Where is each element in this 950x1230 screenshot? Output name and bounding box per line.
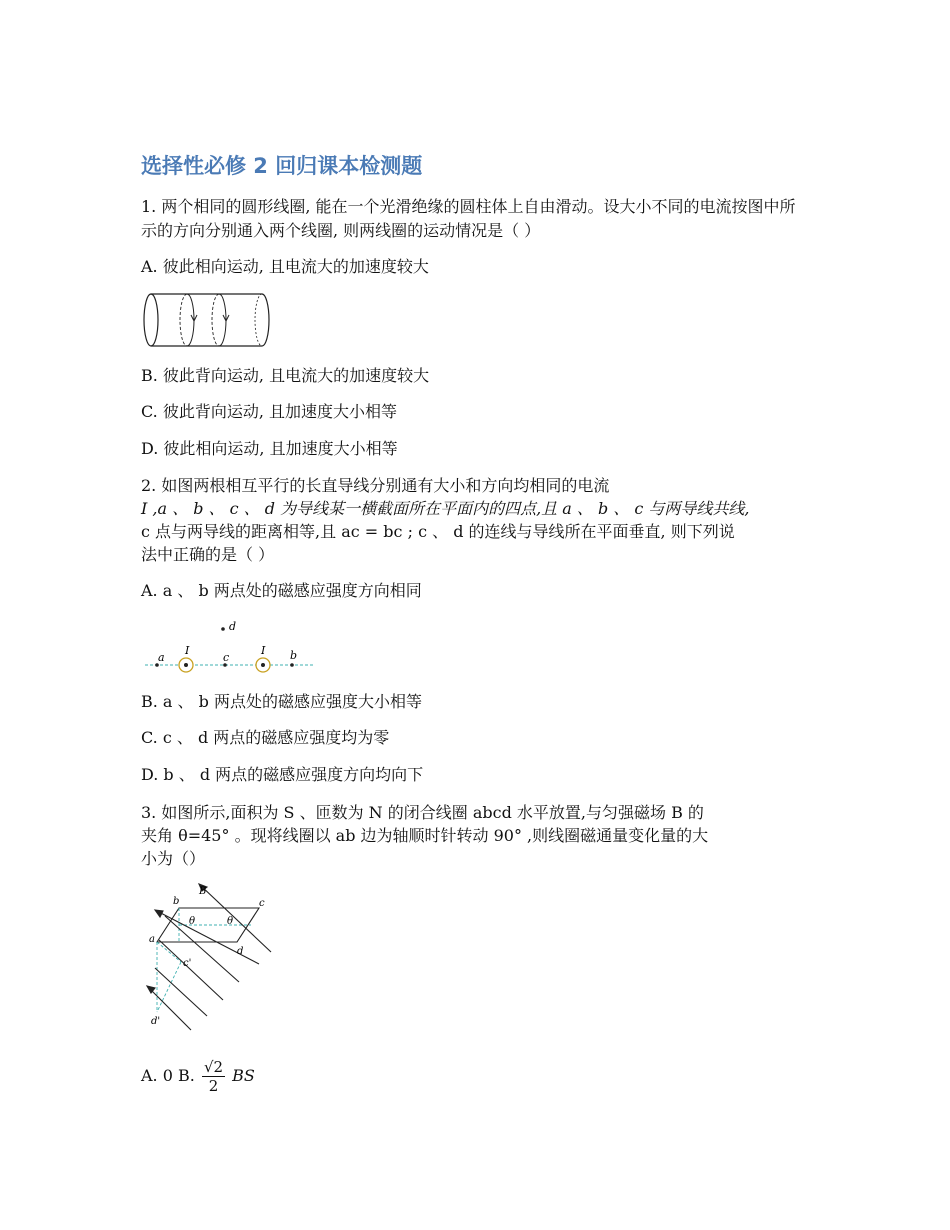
- q3-stem-line-2: 夹角 θ=45° 。现将线圈以 ab 边为轴顺时针转动 90° ,则线圈磁通量变化量的大: [141, 826, 709, 845]
- q3-option-b-denominator: 2: [208, 1077, 219, 1095]
- q3-label-theta-1: θ: [189, 916, 196, 927]
- q3-option-b-numerator: √2: [203, 1058, 224, 1076]
- q3-options-row: [141, 1056, 255, 1096]
- q2-label-I1: I: [185, 644, 190, 657]
- q3-option-b-tail: BS: [232, 1066, 255, 1085]
- q2-stem-line-4: 法中正确的是（ ）: [141, 545, 275, 564]
- q3-label-d: d: [237, 946, 244, 957]
- q2-label-a: a: [158, 651, 165, 664]
- page-title: 选择性必修 2 回归课本检测题: [141, 154, 423, 178]
- q1-cylinder-figure: [141, 291, 273, 349]
- q3-label-B: B: [199, 886, 207, 897]
- q2-option-a: A. a 、 b 两点处的磁感应强度方向相同: [141, 581, 422, 600]
- q2-label-I2: I: [261, 644, 266, 657]
- q3-label-a: a: [149, 934, 155, 945]
- q3-option-a: A. 0: [141, 1066, 173, 1085]
- q1-option-d: D. 彼此相向运动, 且加速度大小相等: [141, 439, 398, 458]
- q2-stem-line-2: I ,a 、 b 、 c 、 d 为导线某一横截面所在平面内的四点,且 a 、 b 、 c 与两导线共线,: [141, 499, 750, 518]
- q2-option-c: C. c 、 d 两点的磁感应强度均为零: [141, 728, 390, 747]
- q3-label-theta-2: θ: [227, 916, 234, 927]
- q3-label-b: b: [173, 896, 180, 907]
- q1-option-c: C. 彼此背向运动, 且加速度大小相等: [141, 402, 398, 421]
- q3-option-b-label: B.: [178, 1066, 195, 1085]
- q1-option-b: B. 彼此背向运动, 且电流大的加速度较大: [141, 366, 430, 385]
- q3-label-d-prime: d': [151, 1016, 161, 1027]
- q1-option-a: A. 彼此相向运动, 且电流大的加速度较大: [141, 257, 429, 276]
- q3-coil-field-figure: [141, 882, 276, 1032]
- q2-wires-figure: [141, 616, 321, 676]
- q2-label-c: c: [223, 651, 230, 664]
- q2-label-d: d: [229, 620, 237, 633]
- q2-option-b: B. a 、 b 两点处的磁感应强度大小相等: [141, 692, 422, 711]
- q3-label-c-prime: c': [183, 958, 192, 969]
- q2-stem-line-3: c 点与两导线的距离相等,且 ac = bc ; c 、 d 的连线与导线所在平面垂直, 则下列说: [141, 522, 735, 541]
- q1-stem: 1. 两个相同的圆形线圈, 能在一个光滑绝缘的圆柱体上自由滑动。设大小不同的电流按图中所示的方向分别通入两个线圈, 则两线圈的运动情况是（ ）: [141, 197, 796, 240]
- q2-stem-line-1: 2. 如图两根相互平行的长直导线分别通有大小和方向均相同的电流: [141, 476, 610, 495]
- q2-option-d: D. b 、 d 两点的磁感应强度方向均向下: [141, 765, 424, 784]
- q3-stem-line-3: 小为（）: [141, 849, 206, 868]
- q3-option-b-fraction: [202, 1058, 225, 1095]
- q3-stem-line-1: 3. 如图所示,面积为 S 、匝数为 N 的闭合线圈 abcd 水平放置,与匀强磁场 B 的: [141, 803, 704, 822]
- q2-label-b: b: [290, 649, 298, 662]
- q3-label-c: c: [259, 898, 265, 909]
